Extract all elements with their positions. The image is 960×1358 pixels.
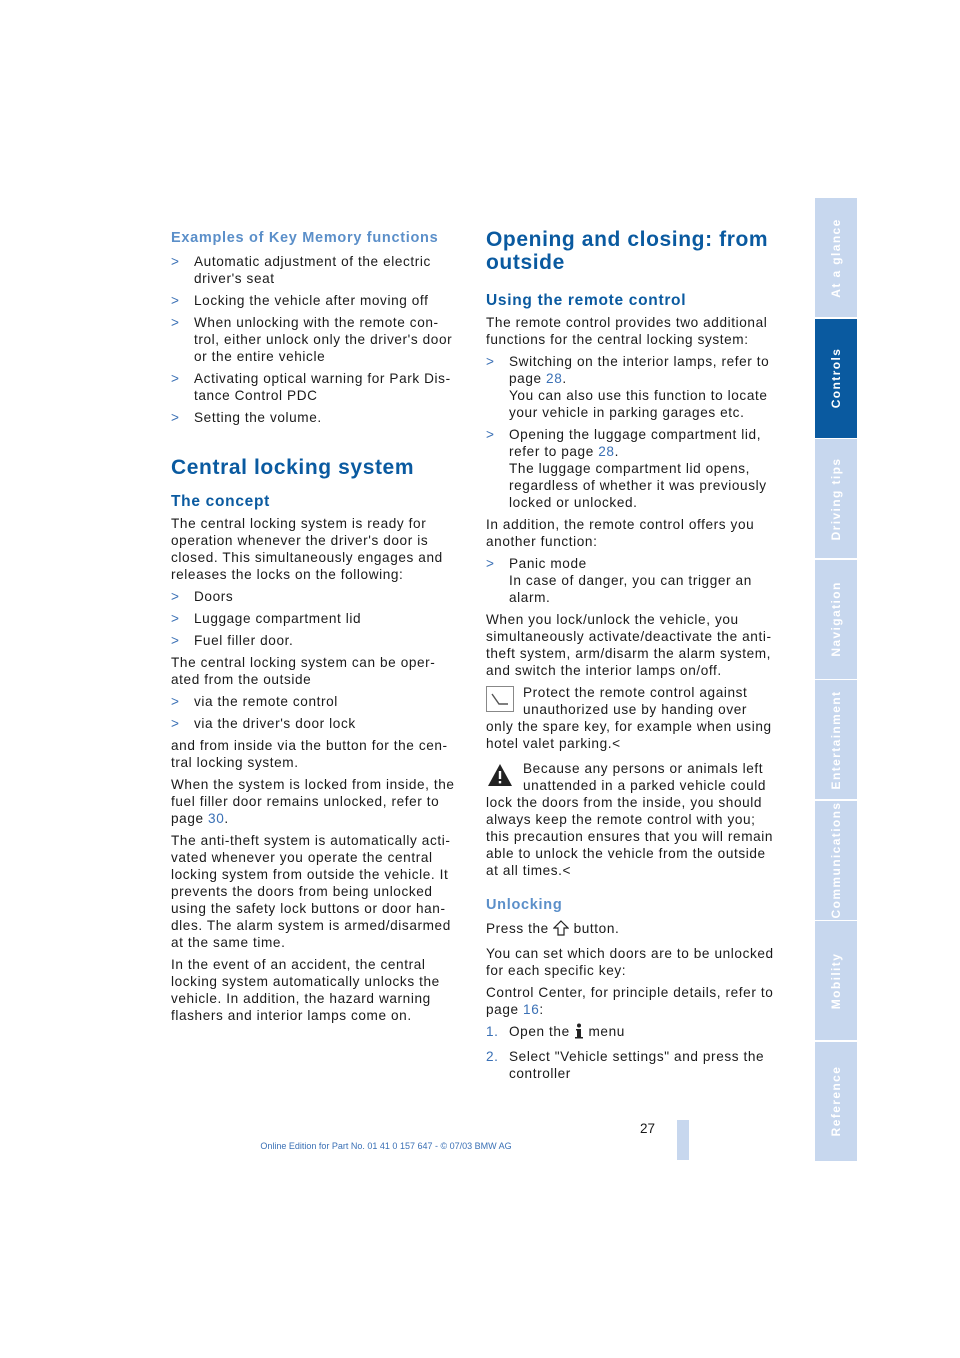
remote-paragraph: When you lock/unlock the vehicle, you simultaneously activate/deactivate the anti-theft system, arm/disarm the alarm system, and switch the interior lamps on/off. [486, 612, 772, 678]
outside-list [171, 693, 463, 732]
list-item: > via the driver's door lock [171, 716, 356, 731]
concept-paragraph: and from inside via the button for the cen-tral locking system. [171, 738, 448, 770]
concept-paragraph: The anti-theft system is automatically acti-vated whenever you operate the central locking system from outside the vehicle. It prevents the doors from being unlocked using the safety lock buttons or door han-dles. The alarm system is armed/disarmed at the same time. [171, 833, 451, 950]
key-memory-list [171, 253, 463, 426]
note-icon [486, 686, 514, 712]
list-item: > Locking the vehicle after moving off [171, 293, 429, 308]
note-block: Protect the remote control against unauthorized use by handing over only the spare key, for example when using hotel valet parking.< [486, 685, 772, 751]
tab-at-a-glance[interactable]: At a glance [815, 198, 857, 317]
unlock-paragraph: Control Center, for principle details, refer to page 16: [486, 985, 774, 1017]
list-item: > Opening the luggage compartment lid, refer to page 28. The luggage compartment lid opens, regardless of whether it was previously locked or unlocked. [486, 427, 767, 510]
concept-paragraph: When the system is locked from inside, the fuel filler door remains unlocked, refer to page 30. [171, 777, 455, 826]
warning-block: Because any persons or animals left unattended in a parked vehicle could lock the doors from the inside, you should always keep the remote control with you; this precaution ensures that you will remain able to unlock the vehicle from the outside at all times.< [486, 761, 774, 878]
list-item: 2. Select "Vehicle settings" and press the controller [486, 1049, 765, 1081]
info-icon [574, 1023, 584, 1043]
list-item: > Switching on the interior lamps, refer to page 28. You can also use this function to locate your vehicle in parking garages etc. [486, 354, 770, 420]
concept-paragraph: The central locking system can be oper-ated from the outside [171, 655, 436, 687]
tab-controls[interactable]: Controls [815, 319, 857, 438]
list-item: > Automatic adjustment of the electric driver's seat [171, 254, 431, 286]
list-item: > Activating optical warning for Park Dis-tance Control PDC [171, 371, 451, 403]
concept-paragraph: The central locking system is ready for operation whenever the driver's door is closed. This simultaneously engages and releases the locks on the following: [171, 516, 443, 582]
page-number-bar [677, 1120, 689, 1160]
unlock-paragraph: Press the button. [486, 920, 778, 940]
page-number: 27 [640, 1121, 656, 1136]
remote-control-heading: Using the remote control [486, 292, 687, 309]
list-item: > Fuel filler door. [171, 633, 294, 648]
list-item: > Doors [171, 589, 234, 604]
central-locking-heading: Central locking system [171, 456, 415, 479]
tab-navigation[interactable]: Navigation [815, 560, 857, 679]
tab-communications[interactable]: Communications [815, 801, 857, 920]
unlocking-heading: Unlocking [486, 897, 563, 913]
unlock-steps [486, 1023, 778, 1082]
right-column [486, 228, 778, 1087]
left-column [171, 230, 463, 1029]
list-item: > Panic mode In case of danger, you can trigger an alarm. [486, 556, 752, 605]
list-item: > Luggage compartment lid [171, 611, 362, 626]
key-memory-heading: Examples of Key Memory functions [171, 230, 439, 246]
page-link[interactable]: 16 [523, 1002, 540, 1017]
tab-reference[interactable]: Reference [815, 1042, 857, 1161]
list-item: > via the remote control [171, 694, 338, 709]
concept-paragraph: In the event of an accident, the central locking system automatically unlocks the vehicle. In addition, the hazard warning flashers and interior lamps come on. [171, 957, 440, 1023]
concept-heading: The concept [171, 493, 270, 510]
section-tabs [815, 198, 857, 1162]
unlock-paragraph: You can set which doors are to be unlocked for each specific key: [486, 946, 774, 978]
remote-paragraph: In addition, the remote control offers you another function: [486, 517, 755, 549]
footer [0, 1141, 960, 1151]
page-link[interactable]: 28 [546, 371, 563, 386]
list-item: 1. Open the menu [486, 1023, 778, 1043]
panic-list [486, 555, 778, 606]
list-item: > Setting the volume. [171, 410, 322, 425]
concept-list [171, 588, 463, 649]
list-item: > When unlocking with the remote con-trol, either unlock only the driver's door or the entire vehicle [171, 315, 453, 364]
page-link[interactable]: 30 [208, 811, 225, 826]
footer-text: Online Edition for Part No. 01 41 0 157 647 - © 07/03 BMW AG [260, 1141, 512, 1151]
page-link[interactable]: 28 [598, 444, 615, 459]
opening-closing-heading: Opening and closing: from outside [486, 228, 769, 274]
tab-entertainment[interactable]: Entertainment [815, 680, 857, 799]
tab-driving-tips[interactable]: Driving tips [815, 439, 857, 558]
remote-functions-list [486, 353, 778, 511]
tab-mobility[interactable]: Mobility [815, 921, 857, 1040]
remote-paragraph: The remote control provides two additional functions for the central locking system: [486, 315, 768, 347]
unlock-arrow-icon [553, 920, 569, 940]
warning-icon [486, 762, 514, 788]
